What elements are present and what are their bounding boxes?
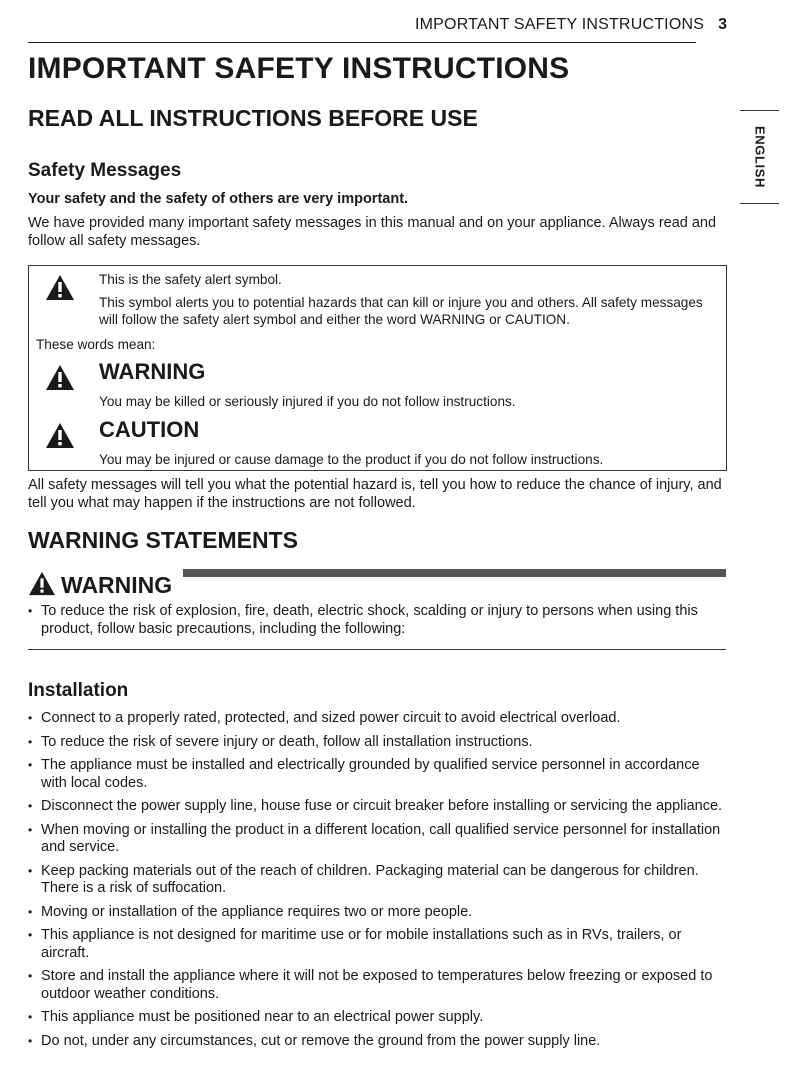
safety-alert-icon xyxy=(45,274,75,301)
list-item: • This appliance is not designed for maritime use or for mobile installations such as in RVs, trailers, or aircraft. xyxy=(28,927,726,962)
warning-statements-heading: WARNING STATEMENTS xyxy=(28,527,299,553)
list-item: • This appliance must be positioned near to an electrical power supply. xyxy=(28,1009,726,1027)
list-item: • Do not, under any circumstances, cut or remove the ground from the power supply line. xyxy=(28,1033,726,1051)
warning-bar-icon xyxy=(28,571,56,596)
list-item: • Connect to a properly rated, protected, and sized power circuit to avoid electrical overload. xyxy=(28,710,726,728)
warning-section-rule xyxy=(28,649,726,650)
warning-statement-list xyxy=(28,603,726,644)
safety-intro: We have provided many important safety messages in this manual and on your appliance. Always read and follow all safety messages. xyxy=(28,215,717,249)
page-title: IMPORTANT SAFETY INSTRUCTIONS xyxy=(28,52,570,85)
language-tab-label: ENGLISH xyxy=(752,126,767,188)
language-tab xyxy=(740,110,779,204)
list-item: • Store and install the appliance where it will not be exposed to temperatures below freezing or exposed to outdoor weather conditions. xyxy=(28,968,726,1003)
list-item: • Moving or installation of the appliance requires two or more people. xyxy=(28,904,726,922)
caution-description: You may be injured or cause damage to the product if you do not follow instructions. xyxy=(99,452,604,467)
list-item: • The appliance must be installed and electrically grounded by qualified service personnel in accordance with local codes. xyxy=(28,757,726,792)
installation-list xyxy=(28,710,726,1056)
caution-word: CAUTION xyxy=(99,417,200,442)
running-title: IMPORTANT SAFETY INSTRUCTIONS xyxy=(415,16,705,33)
list-item: • To reduce the risk of explosion, fire, death, electric shock, scalding or injury to persons when using this product, follow basic precautions, including the following: xyxy=(28,603,726,638)
safety-symbol-line: This is the safety alert symbol. xyxy=(99,272,282,287)
safety-importance-line: Your safety and the safety of others are very important. xyxy=(28,191,409,207)
safety-symbol-description: This symbol alerts you to potential hazards that can kill or injure you and others. All safety messages will follow the safety alert symbol and either the word WARNING or CAUTION. xyxy=(99,295,703,327)
warning-description: You may be killed or seriously injured if you do not follow instructions. xyxy=(99,394,516,409)
list-item: • Keep packing materials out of the reach of children. Packaging material can be dangerous for children. There is a risk of suffocation. xyxy=(28,863,726,898)
list-item: • Disconnect the power supply line, house fuse or circuit breaker before installing or servicing the appliance. xyxy=(28,798,726,816)
warning-bar-rule xyxy=(183,569,726,577)
safety-alert-box xyxy=(28,265,727,471)
header-rule xyxy=(28,42,696,43)
installation-heading: Installation xyxy=(28,680,129,701)
page-subtitle: READ ALL INSTRUCTIONS BEFORE USE xyxy=(28,105,478,131)
safety-messages-heading: Safety Messages xyxy=(28,160,182,181)
warning-icon xyxy=(45,364,75,391)
warning-word: WARNING xyxy=(99,359,206,384)
caution-icon xyxy=(45,422,75,449)
page-number: 3 xyxy=(718,16,727,33)
words-mean-label: These words mean: xyxy=(36,337,156,352)
warning-bar-label xyxy=(28,571,172,599)
list-item: • When moving or installing the product in a different location, call qualified service personnel for installation and service. xyxy=(28,822,726,857)
warning-bar-text: WARNING xyxy=(61,572,173,598)
after-box-text: All safety messages will tell you what the potential hazard is, tell you how to reduce the chance of injury, and tell you what may happen if the instructions are not followed. xyxy=(28,477,722,511)
list-item: • To reduce the risk of severe injury or death, follow all installation instructions. xyxy=(28,734,726,752)
running-header xyxy=(0,16,727,34)
